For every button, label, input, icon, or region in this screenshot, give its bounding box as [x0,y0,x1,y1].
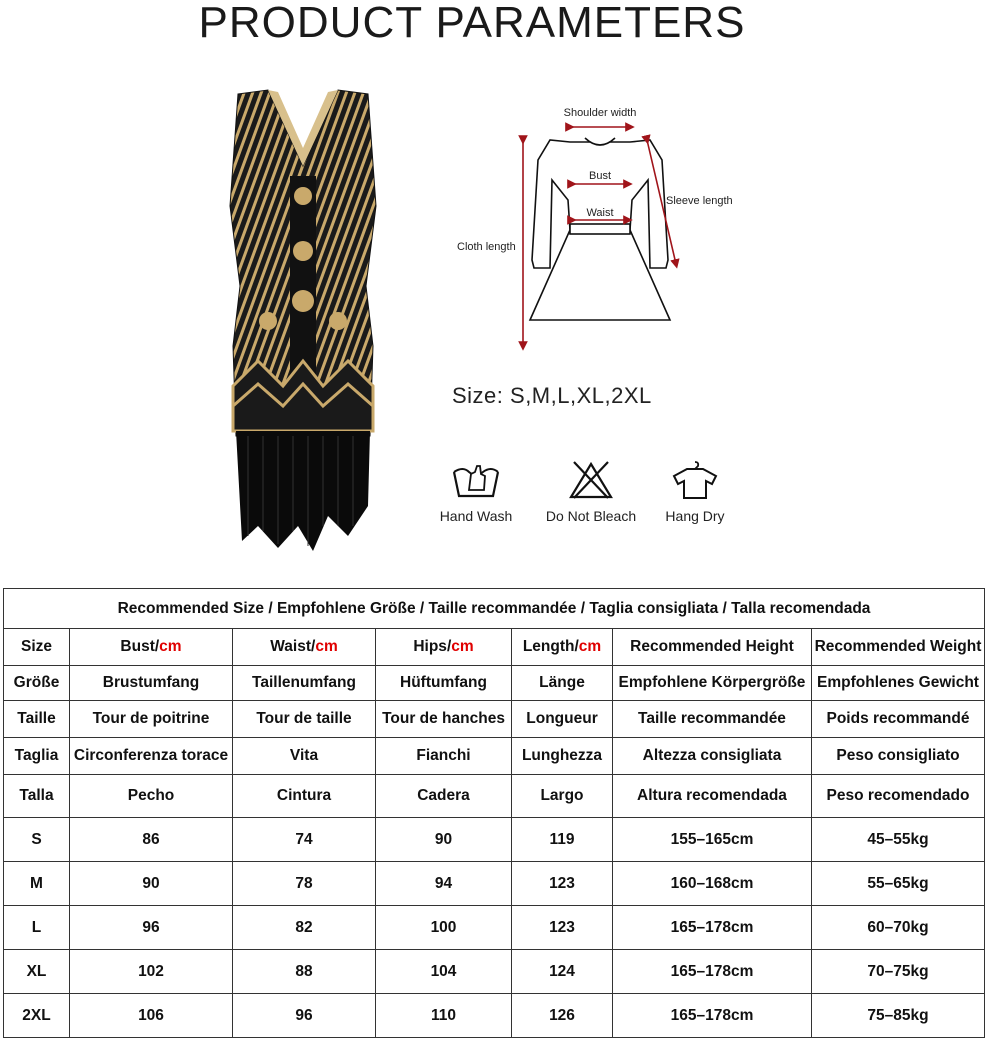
value-cell: 165–178cm [613,950,812,994]
value-cell: 94 [376,862,512,906]
label-text: Recommended Height [630,638,794,655]
label-text: Fianchi [416,747,471,764]
bust-label: Bust [588,170,612,182]
label-text: Talla [19,787,54,804]
label-row [4,701,985,738]
label-text: Largo [540,787,584,804]
label-cell [512,775,613,818]
value-cell: 123 [512,906,613,950]
value-cell: 102 [70,950,233,994]
label-cell [233,775,376,818]
label-text: Vita [289,747,319,764]
value-cell: 155–165cm [613,818,812,862]
hang-dry-icon [672,460,718,500]
table-row [4,862,985,906]
hang-dry-care [652,460,738,524]
label-text: Size [20,638,52,655]
value-cell: 165–178cm [613,994,812,1038]
label-cell [613,738,812,775]
cloth-length-label: Cloth length [457,241,516,253]
label-text: Tour de poitrine [92,710,210,727]
size-table [3,588,985,1038]
label-cell [613,629,812,666]
label-cell [812,629,985,666]
measurement-diagram [450,100,750,360]
table-row [4,818,985,862]
value-cell: 124 [512,950,613,994]
label-text: Tour de taille [256,710,352,727]
label-text: Altura recomendada [637,787,787,804]
label-cell [613,666,812,701]
label-cell [376,775,512,818]
value-cell: 110 [376,994,512,1038]
label-row [4,775,985,818]
label-text: Taillenumfang [252,674,356,691]
unit-separator: / [574,638,579,655]
label-text: Waist [270,638,312,655]
size-cell: 2XL [4,994,70,1038]
label-cell [4,738,70,775]
value-cell: 88 [233,950,376,994]
unit-label: cm [451,638,474,655]
label-text: Circonferenza torace [73,747,229,764]
label-row [4,738,985,775]
label-text: Peso recomendado [826,787,970,804]
value-cell: 160–168cm [613,862,812,906]
value-cell: 86 [70,818,233,862]
value-cell: 96 [233,994,376,1038]
label-cell [70,701,233,738]
size-cell: XL [4,950,70,994]
size-options: Size: S,M,L,XL,2XL [452,383,652,408]
label-cell [812,738,985,775]
hang-dry-label: Hang Dry [665,508,725,524]
label-cell [812,666,985,701]
unit-separator: / [311,638,316,655]
label-cell [70,738,233,775]
table-title-row [4,589,985,629]
label-text: Tour de hanches [382,710,505,727]
label-text: Length [522,638,575,655]
dress-image [228,86,378,556]
value-cell: 100 [376,906,512,950]
unit-label: cm [578,638,602,655]
label-cell [233,738,376,775]
unit-separator: / [446,638,452,655]
label-row [4,666,985,701]
label-cell [70,666,233,701]
label-text: Größe [13,674,60,691]
hand-wash-label: Hand Wash [439,508,513,524]
size-cell: S [4,818,70,862]
value-cell: 75–85kg [812,994,985,1038]
label-cell [512,666,613,701]
label-cell [70,775,233,818]
label-cell [376,666,512,701]
value-cell: 60–70kg [812,906,985,950]
do-not-bleach-icon [568,460,614,500]
value-cell: 78 [233,862,376,906]
value-cell: 82 [233,906,376,950]
table-row [4,906,985,950]
shoulder-width-label: Shoulder width [563,107,637,119]
label-cell [613,701,812,738]
unit-label: cm [159,638,182,655]
hand-wash-care [430,460,522,524]
unit-label: cm [315,638,338,655]
hand-wash-icon [451,460,501,500]
label-text: Poids recommandé [826,710,970,727]
label-row [4,629,985,666]
label-text: Cadera [417,787,470,804]
label-cell [233,629,376,666]
label-cell [376,701,512,738]
label-text: Longueur [526,710,598,727]
label-cell [812,701,985,738]
label-cell [376,629,512,666]
value-cell: 104 [376,950,512,994]
sleeve-length-label: Sleeve length [666,195,733,207]
value-cell: 90 [376,818,512,862]
label-text: Hüftumfang [400,674,487,691]
page-title: PRODUCT PARAMETERS [198,0,746,47]
label-text: Hips [413,638,447,655]
label-text: Taille [17,710,56,727]
value-cell: 106 [70,994,233,1038]
value-cell: 45–55kg [812,818,985,862]
label-cell [512,701,613,738]
label-cell [4,629,70,666]
value-cell: 90 [70,862,233,906]
table-row [4,950,985,994]
value-cell: 70–75kg [812,950,985,994]
label-text: Taglia [14,747,59,764]
label-text: Altezza consigliata [642,747,782,764]
label-text: Peso consigliato [836,747,960,764]
size-cell: M [4,862,70,906]
table-row [4,994,985,1038]
do-not-bleach-care [536,460,646,524]
label-cell [4,701,70,738]
label-text: Cintura [276,787,332,804]
label-cell [512,629,613,666]
label-cell [812,775,985,818]
label-cell [4,775,70,818]
label-cell [233,666,376,701]
do-not-bleach-label: Do Not Bleach [545,508,637,524]
label-cell [376,738,512,775]
label-text: Länge [539,674,585,691]
value-cell: 55–65kg [812,862,985,906]
value-cell: 165–178cm [613,906,812,950]
label-cell [4,666,70,701]
label-text: Taille recommandée [638,710,786,727]
value-cell: 96 [70,906,233,950]
value-cell: 74 [233,818,376,862]
size-cell: L [4,906,70,950]
label-text: Brustumfang [102,674,200,691]
label-cell [233,701,376,738]
label-text: Lunghezza [521,747,603,764]
value-cell: 123 [512,862,613,906]
label-text: Empfohlenes Gewicht [817,674,979,691]
waist-label: Waist [586,207,614,219]
label-text: Recommended Weight [814,638,982,655]
label-cell [613,775,812,818]
label-text: Empfohlene Körpergröße [618,674,806,691]
unit-separator: / [154,638,160,655]
table-title: Recommended Size / Empfohlene Größe / Taille recommandée / Taglia consigliata / Talla recomendada [4,589,985,629]
value-cell: 119 [512,818,613,862]
label-text: Pecho [127,787,175,804]
label-text: Bust [120,638,155,655]
label-cell [512,738,613,775]
label-cell [70,629,233,666]
value-cell: 126 [512,994,613,1038]
